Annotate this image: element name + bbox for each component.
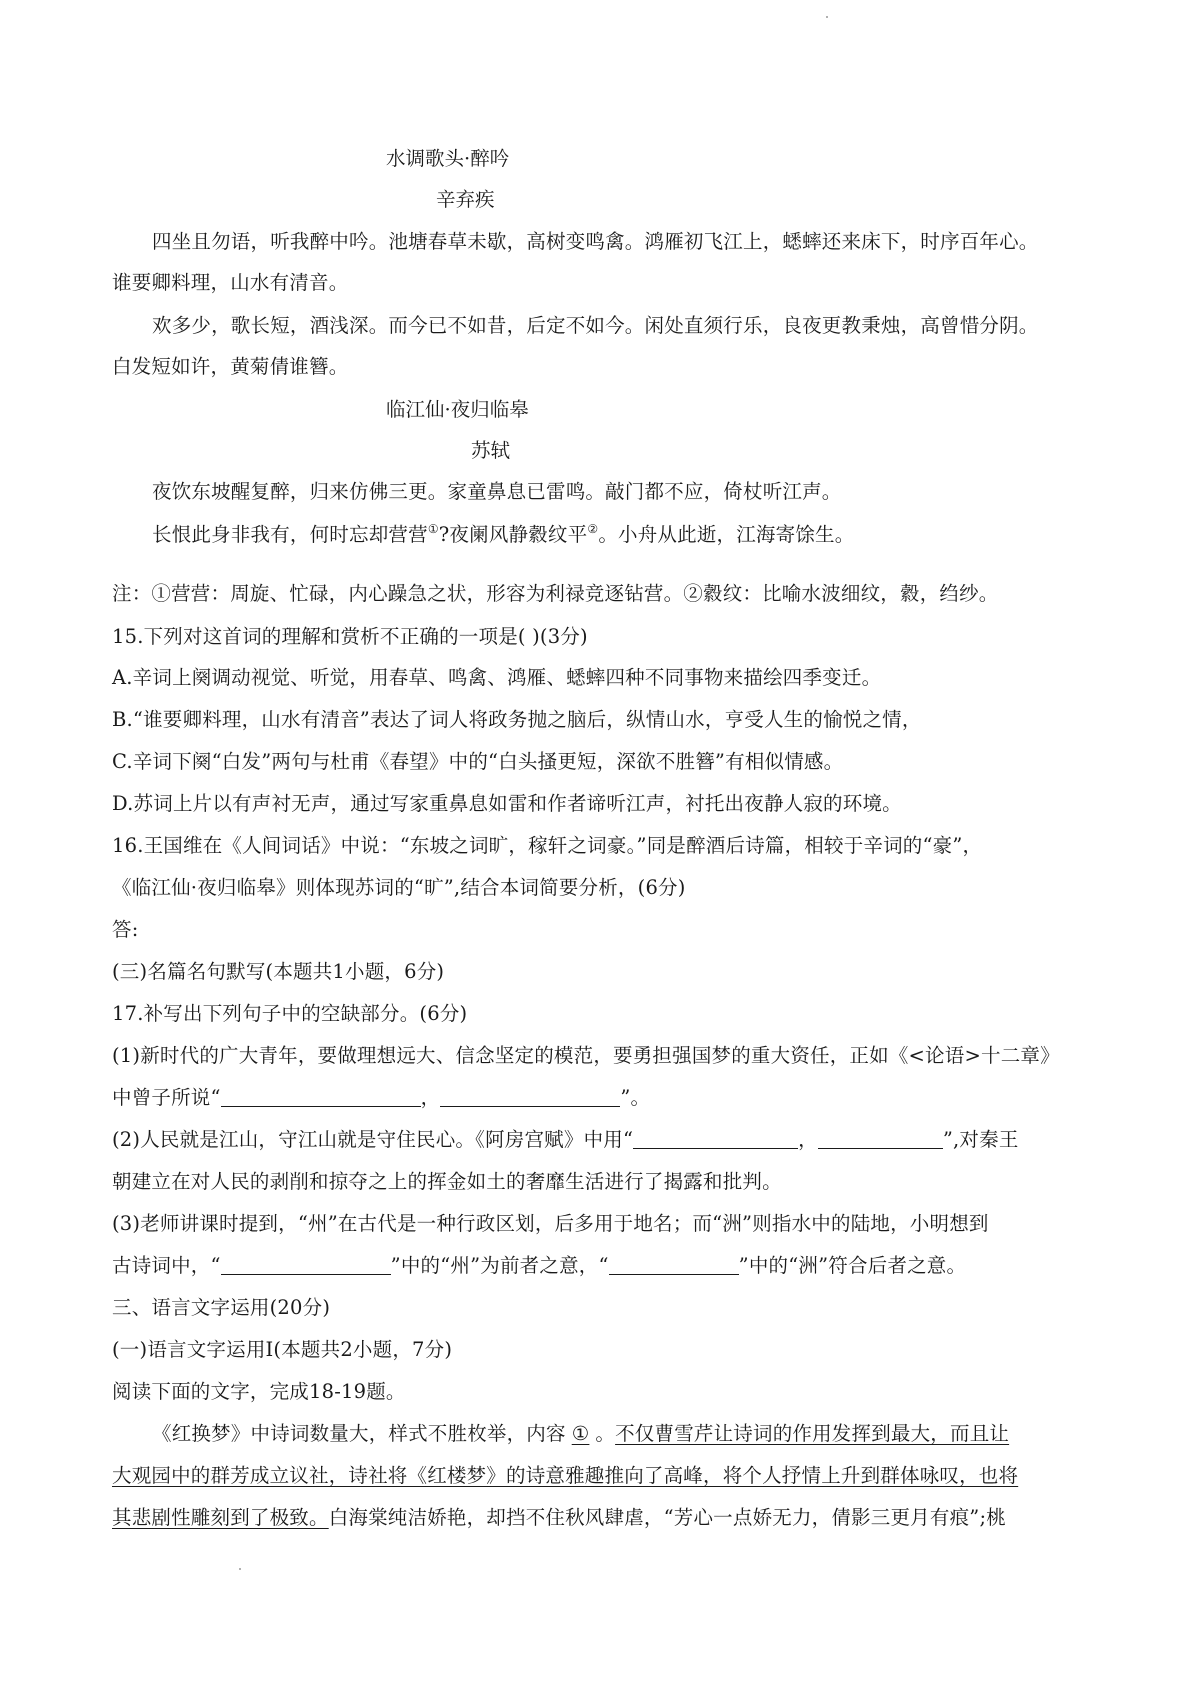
poem2-stanza2-part3: 。小舟从此逝，江海寄馀生。	[598, 523, 855, 546]
question-16-line1: 16.王国维在《人间词话》中说：“东坡之词旷，稼轩之词豪。”同是醉酒后诗篇，相较于辛词的“豪”，	[112, 834, 983, 857]
fill-blank[interactable]	[221, 1254, 391, 1275]
fill-blank[interactable]	[609, 1254, 739, 1275]
question-16-line2: 《临江仙·夜归临皋》则体现苏词的“旷”,结合本词简要分析，(6分)	[112, 876, 686, 899]
poem1-stanza1-line1: 四坐且勿语，听我醉中吟。池塘春草未歇，高树变鸣禽。鸿雁初飞江上，蟋蟀还来床下，时序百年心。	[152, 230, 1039, 253]
poem1-stanza2-line2: 白发短如许，黄菊倩谁簪。	[112, 355, 349, 378]
item3-prefix: 古诗词中，“	[112, 1254, 221, 1277]
passage-text: 《红换梦》中诗词数量大，样式不胜枚举，内容	[152, 1422, 566, 1445]
question-15-option-b: B.“谁要卿料理，山水有清音”表达了词人将政务抛之脑后，纵情山水，亨受人生的愉悦之情，	[112, 708, 922, 731]
passage-text: 白海棠纯洁娇艳，却挡不住秋风肆虐，“芳心一点娇无力，倩影三更月有痕”;桃	[328, 1506, 1006, 1529]
question-17-item3-line2	[112, 1254, 966, 1278]
question-15-option-a: A.辛词上阕调动视觉、听觉，用春草、鸣禽、鸿雁、蟋蟀四种不同事物来描绘四季变迁。	[112, 666, 882, 689]
part-subheading: (一)语言文字运用I(本题共2小题，7分)	[112, 1338, 453, 1361]
passage-text: 。	[595, 1422, 616, 1445]
fill-blank[interactable]	[440, 1086, 620, 1107]
scan-speck	[239, 1568, 241, 1570]
poem-notes: 注：①营营：周旋、忙碌，内心躁急之状，形容为利禄竞逐钻营。②縠纹：比喻水波细纹，縠，绉纱。	[112, 582, 999, 605]
item2-comma: ，	[798, 1128, 818, 1151]
question-17-item1-line1: (1)新时代的广大青年，要做理想远大、信念坚定的模范，要勇担强国梦的重大资任，正如《<论语>十二章》	[112, 1044, 1060, 1067]
passage-line1	[152, 1422, 1009, 1446]
question-17-item2-line2: 朝建立在对人民的剥削和掠夺之上的挥金如土的奢靡生活进行了揭露和批判。	[112, 1170, 782, 1193]
footnote-marker-1: ①	[427, 522, 439, 536]
item2-suffix: ”,对秦王	[942, 1128, 1019, 1151]
section-heading: (三)名篇名句默写(本题共1小题，6分)	[112, 960, 445, 983]
reading-instruction: 阅读下面的文字，完成18-19题。	[112, 1380, 406, 1403]
item3-suffix: ”中的“洲”符合后者之意。	[738, 1254, 967, 1277]
fill-blank[interactable]	[633, 1128, 798, 1149]
poem1-author: 辛弃疾	[436, 188, 495, 211]
question-17-stem: 17.补写出下列句子中的空缺部分。(6分)	[112, 1002, 468, 1025]
item1-suffix: ”。	[620, 1086, 651, 1109]
item2-prefix: (2)人民就是江山，守江山就是守住民心。《阿房宫赋》中用“	[112, 1128, 634, 1151]
question-17-item3-line1: (3)老师讲课时提到，“州”在古代是一种行政区划，后多用于地名；而“洲”则指水中的陆地，小明想到	[112, 1212, 989, 1235]
fill-blank[interactable]	[221, 1086, 421, 1107]
passage-line3	[112, 1506, 1006, 1530]
item3-middle: ”中的“州”为前者之意，“	[390, 1254, 609, 1277]
question-15-option-c: C.辛词下阕“白发”两句与杜甫《春望》中的“白头搔更短，深欲不胜簪”有相似情感。	[112, 750, 844, 773]
poem2-stanza2-part2: ?夜阑风静縠纹平	[438, 523, 588, 546]
poem2-stanza1: 夜饮东坡醒复醉，归来仿佛三更。家童鼻息已雷鸣。敲门都不应，倚杖听江声。	[152, 480, 842, 503]
fill-blank[interactable]	[818, 1128, 943, 1149]
question-17-item2-line1	[112, 1128, 1019, 1152]
passage-blank-1[interactable]: ①	[571, 1422, 590, 1445]
part-heading: 三、语言文字运用(20分)	[112, 1296, 331, 1319]
footnote-marker-2: ②	[587, 522, 599, 536]
poem2-author: 苏轼	[471, 439, 511, 462]
poem2-stanza2-part1: 长恨此身非我有，何时忘却营营	[152, 523, 428, 546]
item1-comma: ，	[420, 1086, 441, 1109]
item1-prefix: 中曾子所说“	[112, 1086, 221, 1109]
passage-line2-underlined: 大观园中的群芳成立议社，诗社将《红楼梦》的诗意雅趣推向了高峰，将个人抒情上升到群体咏叹，也将	[112, 1464, 1019, 1487]
poem2-stanza2	[152, 523, 854, 547]
poem2-title: 临江仙·夜归临皋	[386, 398, 529, 421]
poem1-stanza2-line1: 欢多少，歌长短，酒浅深。而今已不如昔，后定不如今。闲处直须行乐，良夜更教秉烛，高曾惜分阴。	[152, 314, 1039, 337]
question-15-option-d: D.苏词上片以有声衬无声，通过写家重鼻息如雷和作者谛听江声，衬托出夜静人寂的环境。	[112, 792, 902, 815]
question-17-item1-line2	[112, 1086, 650, 1110]
underlined-sentence-end: 其悲剧性雕刻到了极致。	[112, 1506, 329, 1529]
question-15-stem: 15.下列对这首词的理解和赏析不正确的一项是( )(3分)	[112, 625, 588, 648]
poem1-stanza1-line2: 谁要卿料理，山水有清音。	[112, 271, 349, 294]
underlined-sentence: 不仅曹雪芹让诗词的作用发挥到最大，而且让	[615, 1422, 1010, 1445]
scan-speck	[826, 16, 828, 18]
question-16-answer-label: 答:	[112, 918, 139, 941]
poem1-title: 水调歌头·醉吟	[386, 147, 510, 170]
